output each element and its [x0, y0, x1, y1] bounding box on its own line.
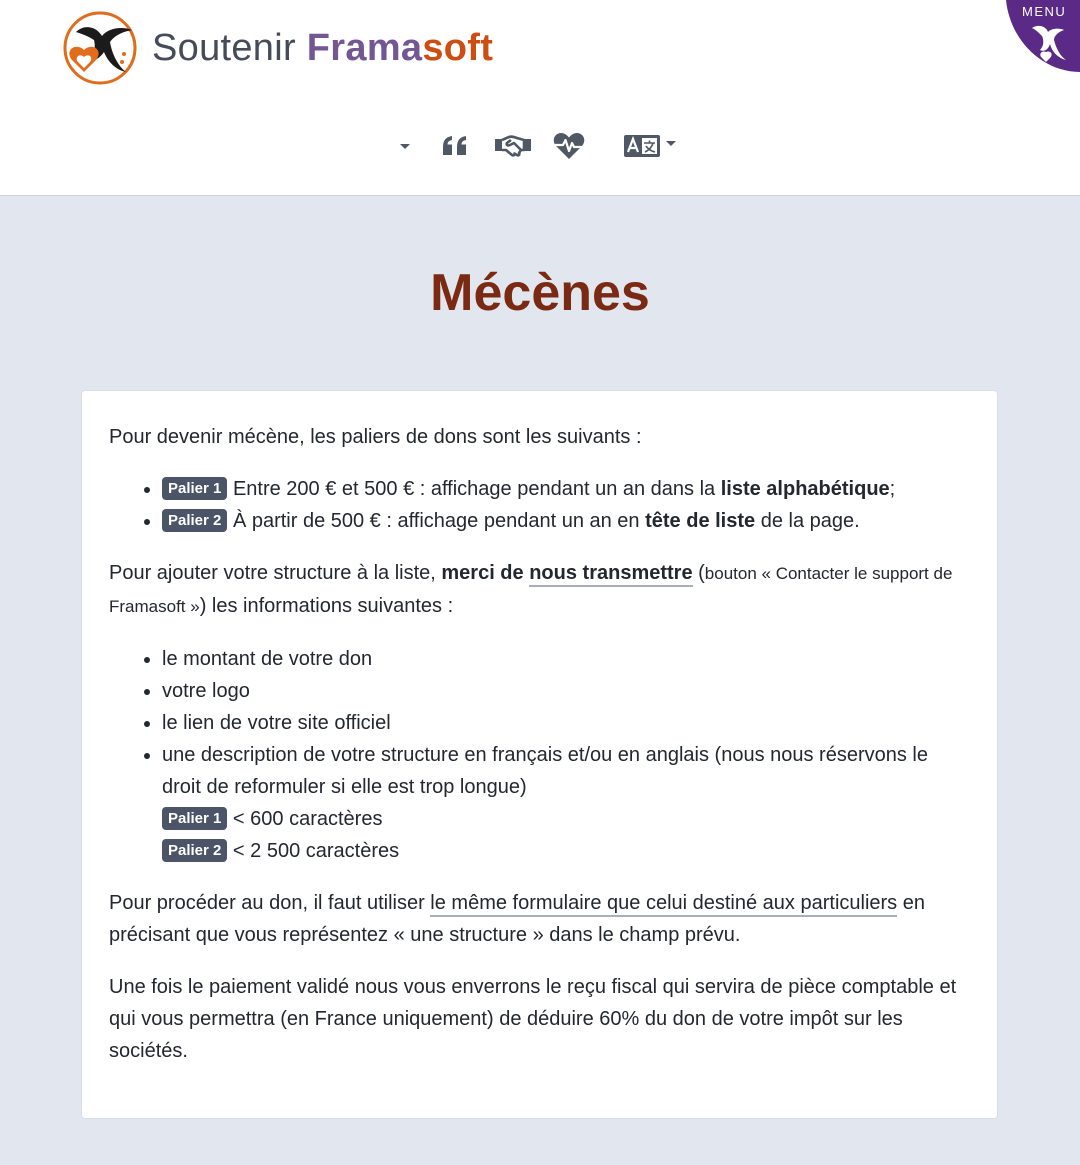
tax-receipt-paragraph: Une fois le paiement validé nous vous enverrons le reçu fiscal qui servira de pièce comptable et qui vous permettra (en France uniquement) de déduire 60% du don de votre impôt sur les sociétés.: [109, 976, 957, 1062]
tier-suffix: ;: [889, 478, 896, 500]
list-item: • votre logo: [162, 675, 971, 707]
quote-button[interactable]: [433, 126, 477, 166]
donate-button[interactable]: [547, 126, 591, 166]
description-limit-tier-1: [162, 803, 971, 835]
intro-paragraph: Pour devenir mécène, les paliers de dons sont les suivants :: [109, 426, 642, 448]
list-item: • le montant de votre don: [162, 643, 971, 675]
tier-text: À partir de 500 € : affichage pendant un an en: [232, 510, 646, 532]
description-limit-tier-2: [162, 835, 971, 867]
brand-word-soutenir: Soutenir: [152, 27, 296, 69]
caret-down-icon: [400, 144, 410, 149]
tiers-list: [109, 473, 971, 537]
heartbeat-icon: [553, 132, 585, 160]
handshake-icon: [494, 133, 532, 159]
brand-word-frama: Frama: [306, 27, 423, 69]
partners-button[interactable]: [491, 126, 535, 166]
add-structure-paragraph: [109, 557, 971, 623]
quote-icon: [441, 135, 469, 157]
header-toolbar: [395, 126, 681, 166]
list-item: [162, 505, 971, 537]
list-item: [162, 473, 971, 505]
language-button[interactable]: [619, 126, 681, 166]
menu-label: MENU: [1022, 4, 1067, 19]
contact-link[interactable]: nous transmettre: [529, 562, 692, 587]
tier-badge: Palier 1: [162, 807, 227, 830]
tier-bold-text: liste alphabétique: [720, 478, 890, 500]
add-structure-text: Pour ajouter votre structure à la liste,: [109, 562, 442, 584]
caret-down-icon: [666, 141, 676, 146]
brand-title: [152, 29, 493, 67]
donation-paragraph: [109, 887, 971, 951]
limit-text: < 2 500 caractères: [227, 840, 400, 862]
limit-text: < 600 caractères: [227, 808, 383, 830]
tier-text: Entre 200 € et 500 € : affichage pendant un an dans la: [232, 478, 721, 500]
tier-suffix: de la page.: [755, 510, 860, 532]
contact-support-hint: bouton « Contacter le support de Framasoft »: [109, 564, 953, 616]
add-structure-bold: merci de: [441, 562, 530, 584]
framasoft-logo-icon: [62, 10, 138, 86]
info-list: [109, 643, 971, 867]
add-structure-suffix: ) les informations suivantes :: [199, 595, 454, 617]
donation-form-link[interactable]: le même formulaire que celui destiné aux particuliers: [430, 892, 897, 917]
donation-suffix: en précisant que vous représentez « une structure » dans le champ prévu.: [109, 892, 925, 946]
description-item-text: une description de votre structure en français et/ou en anglais (nous nous réservons le droit de reformuler si elle est trop longue): [162, 744, 928, 798]
dropdown-toggle-button[interactable]: [395, 126, 415, 166]
tier-badge: Palier 2: [162, 839, 227, 862]
translate-icon: [624, 135, 660, 157]
tier-badge: Palier 1: [162, 477, 227, 500]
tier-badge: Palier 2: [162, 509, 227, 532]
tier-bold-text: tête de liste: [645, 510, 756, 532]
page-title: Mécènes: [430, 264, 650, 322]
paren-open: (: [692, 562, 705, 584]
brand-word-soft: soft: [422, 27, 494, 69]
list-item: [162, 739, 971, 867]
content-card: [81, 390, 998, 1119]
list-item: • le lien de votre site officiel: [162, 707, 971, 739]
donation-text: Pour procéder au don, il faut utiliser: [109, 892, 431, 914]
menu-button[interactable]: [1006, 0, 1080, 72]
brand-logo-link[interactable]: [62, 10, 493, 86]
site-header: [0, 0, 1080, 196]
